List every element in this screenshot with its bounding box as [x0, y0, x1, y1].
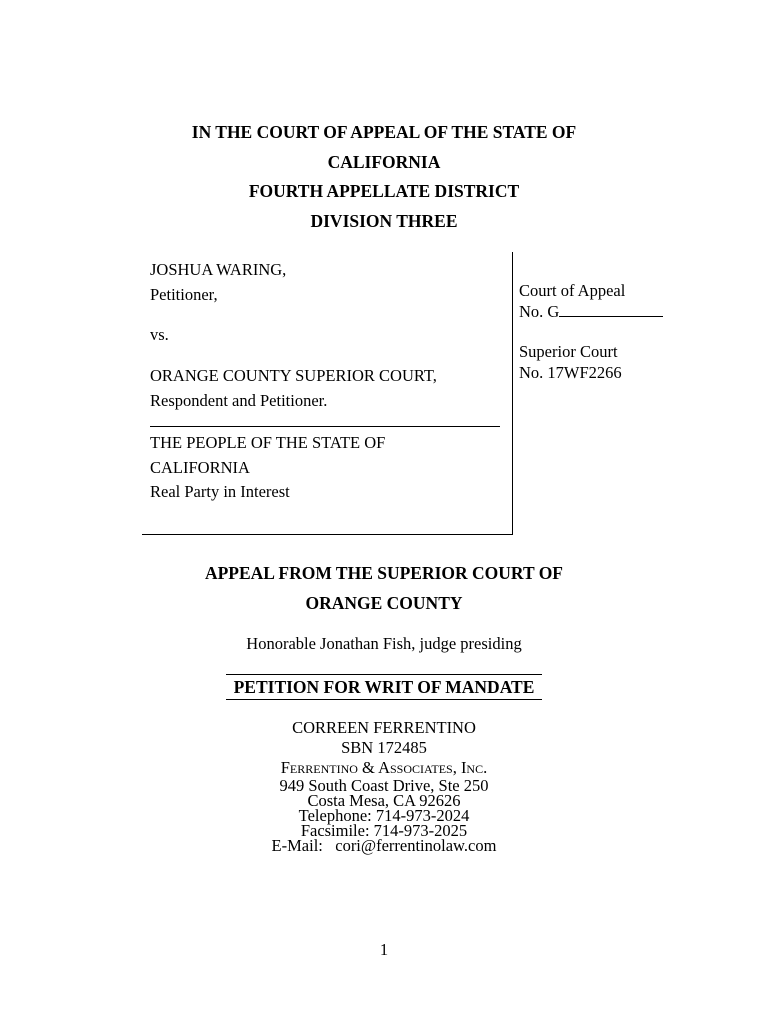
- respondent-block: [150, 364, 437, 413]
- superior-court-label: Superior Court: [519, 342, 618, 361]
- versus-text: vs.: [150, 325, 169, 344]
- counsel-firm: Ferrentino & Associates, Inc.: [280, 758, 488, 777]
- real-party-block: [150, 431, 385, 505]
- counsel-address1: 949 South Coast Drive, Ste 250: [279, 776, 489, 795]
- counsel-block: [0, 718, 768, 853]
- court-heading-line3: FOURTH APPELLATE DISTRICT: [248, 181, 520, 201]
- document-title-box: [226, 674, 542, 700]
- page-number: 1: [379, 940, 389, 959]
- document-title: PETITION FOR WRIT OF MANDATE: [233, 677, 535, 697]
- petitioner-block: [150, 258, 286, 307]
- real-party-line1: THE PEOPLE OF THE STATE OF: [150, 433, 386, 452]
- presiding-judge: Honorable Jonathan Fish, judge presiding: [246, 634, 522, 653]
- appeal-number-prefix: No. G: [519, 301, 560, 321]
- appeal-court-label: Court of Appeal: [519, 281, 626, 300]
- superior-case-number: No. 17WF2266: [519, 362, 622, 382]
- appeal-heading-line1: APPEAL FROM THE SUPERIOR COURT OF: [204, 563, 563, 583]
- counsel-email: E-Mail: cori@ferrentinolaw.com: [271, 836, 497, 855]
- counsel-telephone: Telephone: 714-973-2024: [298, 806, 470, 825]
- counsel-name: CORREEN FERRENTINO: [292, 718, 476, 737]
- real-party-line2: CALIFORNIA: [150, 457, 250, 477]
- real-party-role: Real Party in Interest: [150, 482, 290, 501]
- respondent-role: Respondent and Petitioner.: [150, 390, 328, 410]
- appeal-heading-line2: ORANGE COUNTY: [305, 593, 463, 613]
- counsel-address2: Costa Mesa, CA 92626: [307, 791, 461, 810]
- court-heading: [0, 118, 768, 236]
- appeal-case-number: [519, 302, 663, 323]
- petitioner-role: Petitioner,: [150, 284, 218, 304]
- counsel-facsimile: Facsimile: 714-973-2025: [300, 821, 468, 840]
- respondent-name: ORANGE COUNTY SUPERIOR COURT,: [150, 366, 437, 385]
- appeal-number-blank: [559, 302, 663, 317]
- counsel-bar-number: SBN 172485: [341, 738, 427, 757]
- petitioner-name: JOSHUA WARING,: [150, 260, 287, 279]
- case-numbers: [519, 281, 663, 383]
- court-heading-line1: IN THE COURT OF APPEAL OF THE STATE OF: [191, 122, 577, 142]
- caption-separator: [150, 426, 500, 427]
- appeal-heading: [0, 558, 768, 618]
- court-heading-line2: CALIFORNIA: [327, 151, 441, 172]
- court-heading-line4: DIVISION THREE: [310, 210, 458, 231]
